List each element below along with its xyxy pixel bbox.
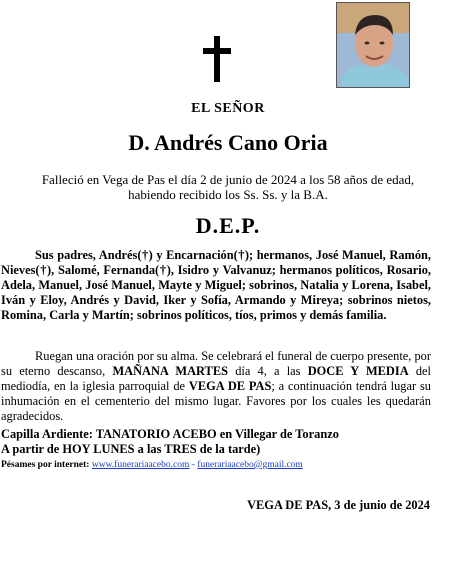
family-paragraph: [1, 248, 431, 323]
funeral-text-2: día 4, a las: [227, 364, 308, 379]
honorific: EL SEÑOR: [191, 101, 265, 116]
funeral-time: DOCE Y MEDIA: [307, 364, 409, 379]
funeral-text-4: ; a continuación tendrá lugar su inhumación en el cementerio del mismo lugar. Favores por los cuales les quedarán agradecidos.: [1, 379, 431, 424]
deceased-name: D. Andrés Cano Oria: [128, 130, 328, 155]
funeral-place: VEGA DE PAS: [188, 379, 272, 394]
cross-icon: [202, 36, 232, 84]
family-text: Sus padres, Andrés(†) y Encarnación(†); hermanos, José Manuel, Ramón, Nieves(†), Salomé, Fernanda(†), Isidro y Valvanuz; hermanos políticos, Rosario, Adela, Manuel, José Manuel, Mayte y Miguel; sobrinos, Natalia y Lorena, Isabel, Iván y Eloy, Andrés y David, Iker y Sofía, Armando y Mireya; sobrinos nietos, Romina, Carla y Martín; sobrinos políticos, tíos, primos y demás familia.: [1, 248, 431, 323]
condolences-label: Pésames por internet:: [1, 460, 90, 470]
closing-date: VEGA DE PAS, 3 de junio de 2024: [247, 498, 430, 512]
capilla-line: Capilla Ardiente: TANATORIO ACEBO en Villegar de Toranzo: [1, 427, 339, 441]
schedule-line: A partir de HOY LUNES a las TRES de la tarde): [1, 442, 261, 456]
death-notice: [20, 172, 436, 202]
funeral-text-1: Ruegan una oración por su alma. Se celebrará el funeral de cuerpo presente, por su eterno descanso,: [1, 349, 431, 379]
death-notice-line2: habiendo recibido los Ss. Ss. y la B.A.: [128, 187, 328, 202]
email-link[interactable]: funerariaacebo@gmail.com: [197, 460, 303, 470]
funeral-paragraph: [1, 349, 431, 424]
death-notice-line1: Falleció en Vega de Pas el día 2 de junio de 2024 a los 58 años de edad,: [41, 172, 415, 187]
dep-heading: D.E.P.: [195, 213, 261, 238]
link-separator: -: [189, 460, 198, 470]
deceased-photo: [336, 2, 410, 88]
website-link[interactable]: www.funerariaacebo.com: [91, 460, 190, 470]
condolences-line: [1, 458, 303, 473]
funeral-day: MAÑANA MARTES: [112, 364, 228, 379]
funeral-text-3: del mediodía, en la iglesia parroquial de: [1, 364, 431, 394]
